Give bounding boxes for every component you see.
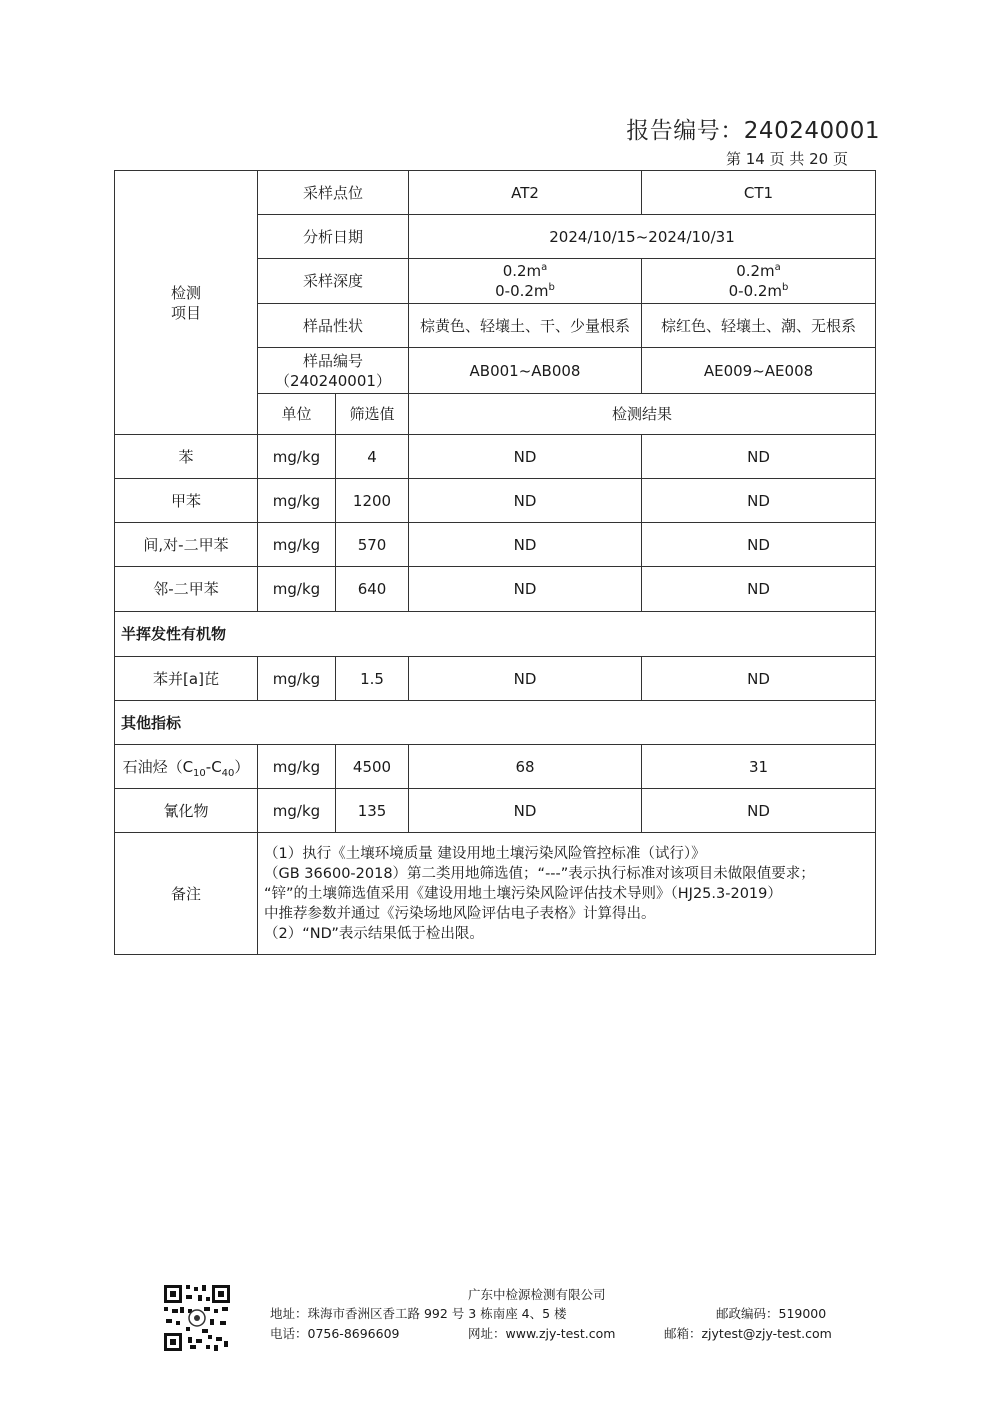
sample-property-2: 棕红色、轻壤土、潮、无根系 [642, 304, 876, 348]
remarks-label: 备注 [115, 833, 258, 955]
item-screening: 1200 [336, 479, 409, 523]
item-unit: mg/kg [258, 745, 336, 789]
section-row [115, 612, 876, 657]
analysis-date-label: 分析日期 [258, 215, 409, 259]
item-result-2: ND [642, 435, 876, 479]
table-row [115, 523, 876, 567]
footer-company: 广东中检源检测有限公司 [468, 1287, 606, 1302]
unit-label: 单位 [258, 394, 336, 435]
sample-number-2: AE009~AE008 [642, 348, 876, 394]
remarks-row [115, 833, 876, 955]
footer-address: 地址：珠海市香洲区香工路 992 号 3 栋南座 4、5 楼 [270, 1306, 567, 1321]
item-name: 甲苯 [115, 479, 258, 523]
section-title-other: 其他指标 [115, 701, 876, 745]
results-table [114, 170, 876, 955]
table-row [115, 435, 876, 479]
item-name: 苯并[a]芘 [115, 657, 258, 701]
footer-website[interactable]: 网址：www.zjy-test.com [468, 1326, 616, 1341]
analysis-date: 2024/10/15~2024/10/31 [409, 215, 876, 259]
depth-label: 采样深度 [258, 259, 409, 304]
sample-property-label: 样品性状 [258, 304, 409, 348]
item-result-1: ND [409, 435, 642, 479]
item-unit: mg/kg [258, 789, 336, 833]
item-unit: mg/kg [258, 567, 336, 612]
item-screening: 135 [336, 789, 409, 833]
item-unit: mg/kg [258, 523, 336, 567]
item-screening: 570 [336, 523, 409, 567]
item-result-2: ND [642, 479, 876, 523]
table-row [115, 789, 876, 833]
item-name: 氰化物 [115, 789, 258, 833]
remark-line: （2）“ND”表示结果低于检出限。 [264, 925, 484, 942]
screening-label: 筛选值 [336, 394, 409, 435]
sampling-point-1: AT2 [409, 171, 642, 215]
item-name: 邻-二甲苯 [115, 567, 258, 612]
item-result-1: ND [409, 479, 642, 523]
table-row [115, 657, 876, 701]
item-result-1: ND [409, 657, 642, 701]
sample-number-label: 样品编号 （240240001） [258, 348, 409, 394]
item-screening: 4 [336, 435, 409, 479]
item-result-2: ND [642, 523, 876, 567]
item-result-1: 68 [409, 745, 642, 789]
sampling-point-2: CT1 [642, 171, 876, 215]
sample-property-1: 棕黄色、轻壤土、干、少量根系 [409, 304, 642, 348]
depth-value-2: $0.2m^a$ $0-0.2m^b$ [642, 259, 876, 304]
footer-email[interactable]: 邮箱：zjytest@zjy-test.com [664, 1326, 832, 1341]
item-result-2: ND [642, 789, 876, 833]
item-result-1: ND [409, 789, 642, 833]
table-row [115, 479, 876, 523]
item-unit: mg/kg [258, 435, 336, 479]
item-result-2: ND [642, 657, 876, 701]
footer-phone: 电话：0756-8696609 [270, 1326, 400, 1341]
item-result-1: ND [409, 567, 642, 612]
sample-number-1: AB001~AB008 [409, 348, 642, 394]
item-unit: mg/kg [258, 657, 336, 701]
footer-zip: 邮政编码：519000 [716, 1306, 827, 1321]
remarks-text [258, 833, 876, 955]
item-result-2: ND [642, 567, 876, 612]
item-screening: 640 [336, 567, 409, 612]
item-unit: mg/kg [258, 479, 336, 523]
table-row [115, 567, 876, 612]
result-label: 检测结果 [409, 394, 876, 435]
section-row [115, 701, 876, 745]
section-title-svoc: 半挥发性有机物 [115, 612, 876, 657]
remark-line: 中推荐参数并通过《污染场地风险评估电子表格》计算得出。 [264, 905, 656, 922]
item-name: 间,对-二甲苯 [115, 523, 258, 567]
sampling-point-label: 采样点位 [258, 171, 409, 215]
detection-item-label: 检测 项目 [115, 171, 258, 435]
table-row [115, 171, 876, 215]
item-result-1: ND [409, 523, 642, 567]
item-result-2: 31 [642, 745, 876, 789]
petroleum-name: 石油烃$(C_{10}-C_{40})$ [115, 745, 258, 789]
item-name: 苯 [115, 435, 258, 479]
qr-code-icon [162, 1283, 232, 1353]
item-screening: 1.5 [336, 657, 409, 701]
remark-line: “锌”的土壤筛选值采用《建设用地土壤污染风险评估技术导则》（HJ25.3-2019） [264, 885, 782, 902]
remark-line: （1）执行《土壤环境质量 建设用地土壤污染风险管控标准（试行）》 [264, 845, 706, 862]
remark-line: （GB 36600-2018）第二类用地筛选值；“---”表示执行标准对该项目未做限值要求； [264, 865, 815, 882]
page-info: 第 14 页 共 20 页 [725, 150, 848, 168]
item-screening: 4500 [336, 745, 409, 789]
table-row [115, 745, 876, 789]
depth-value-1: $0.2m^a$ $0-0.2m^b$ [409, 259, 642, 304]
report-number: 报告编号：240240001 [626, 118, 880, 144]
